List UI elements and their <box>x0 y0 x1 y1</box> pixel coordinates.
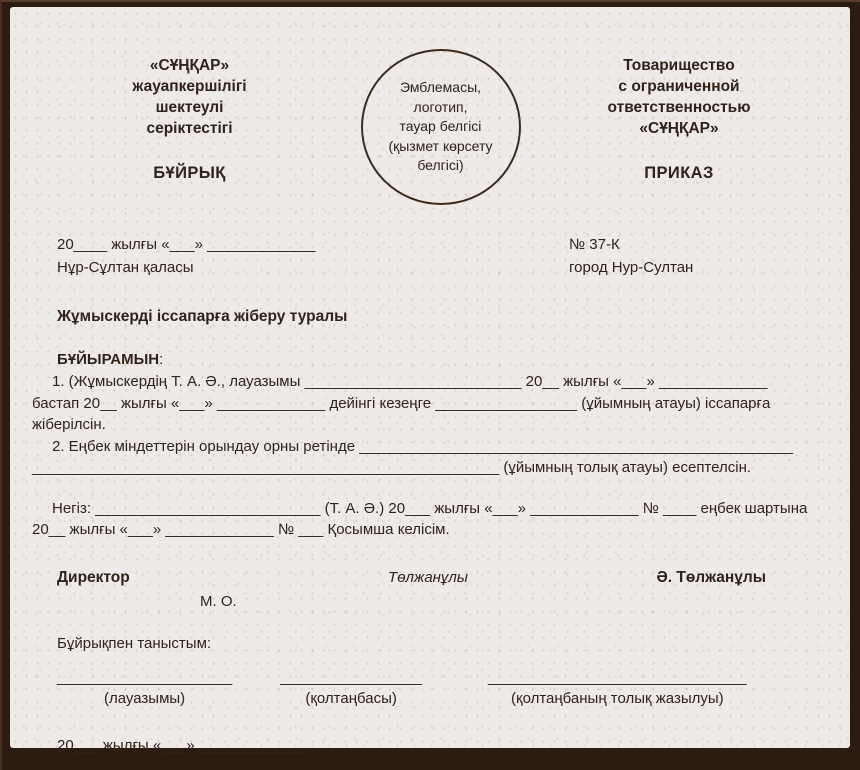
city-kazakh: Нұр-Сұлтан қаласы <box>57 259 194 276</box>
seal-mark: М. О. <box>200 592 237 610</box>
emblem-placeholder-text: Эмблемасы, логотип, тауар белгісі (қызмет көрсету белгісі) <box>388 79 493 174</box>
basis-line: 20__ жылғы «___» _____________ № ___ Қосымша келісім. <box>32 521 450 538</box>
acknowledgement-label: Бұйрықпен таныстым: <box>57 635 212 652</box>
signature-blank-line: _____________________ <box>57 668 233 686</box>
paragraph-1-line: бастап 20__ жылғы «___» _____________ дейінгі кезеңге _________________ (ұйымның атауы) іссапарға <box>32 394 771 412</box>
paragraph-2-line: ________________________________________________________ (ұйымның толық атауы) есептелсін. <box>32 459 752 476</box>
signer-surname-italic: Төлжанұлы <box>388 568 468 586</box>
order-number: № 37-К <box>569 236 620 253</box>
signer-title: Директор <box>57 568 130 586</box>
blank-caption: (лауазымы) <box>104 690 186 707</box>
company-name-ru-line: «СҰҢҚАР» <box>639 120 719 137</box>
doc-type-ru: ПРИКАЗ <box>644 164 714 182</box>
paragraph-1-line: 1. (Жұмыскердің Т. А. Ә., лауазымы __________________________ 20__ жылғы «___» _____________ <box>52 373 768 390</box>
ack-column-position <box>57 667 232 711</box>
order-document-page <box>10 7 850 754</box>
paragraph-2-line: 2. Еңбек міндеттерін орындау орны ретінде ____________________________________________________ <box>52 437 794 455</box>
date-blank-line: 20____ жылғы «___» _____________ <box>57 236 316 253</box>
meta-right <box>569 233 824 279</box>
basis-section <box>32 498 824 541</box>
ack-column-signature <box>280 667 422 711</box>
meta-left <box>57 233 316 279</box>
company-name-ru-line: Товарищество <box>623 57 735 74</box>
acknowledgement-date-blank: 20___ жылғы «___» _____________ <box>57 737 308 754</box>
meta-row <box>57 233 824 279</box>
signature-row <box>32 567 824 589</box>
ack-column-fullname <box>488 667 747 711</box>
signature-blank-line: _________________ <box>280 668 423 686</box>
company-name-kk-line: шектеулі <box>155 99 224 116</box>
order-subject: Жұмыскерді іссапарға жіберу туралы <box>57 308 348 325</box>
company-block-kazakh <box>32 49 347 184</box>
blank-caption: (қолтаңбасы) <box>305 690 397 707</box>
paragraph-1-line: жіберілсін. <box>32 416 106 433</box>
document-header <box>32 49 824 205</box>
order-body <box>32 371 824 479</box>
resolution-word: БҰЙЫРАМЫН: <box>57 350 164 368</box>
doc-type-kk: БҰЙРЫҚ <box>153 164 226 182</box>
emblem-placeholder-circle <box>361 49 521 205</box>
acknowledgement-columns <box>57 667 824 711</box>
company-name-kk-line: серіктестігі <box>146 120 233 137</box>
city-russian: город Нур-Султан <box>569 259 694 276</box>
company-block-russian <box>534 49 824 184</box>
basis-line: Негіз: ___________________________ (Т. А. Ә.) 20___ жылғы «___» _____________ № ____ еңбек шартына <box>52 499 808 517</box>
company-name-ru-line: ответственностью <box>607 99 751 116</box>
company-name-ru-line: с ограниченной <box>618 78 740 95</box>
signer-fullname: Ә. Төлжанұлы <box>656 568 766 586</box>
blank-caption: (қолтаңбаның толық жазылуы) <box>511 690 724 707</box>
company-name-kk-line: «СҰҢҚАР» <box>149 57 230 74</box>
company-name-kk-line: жауапкершілігі <box>132 78 247 95</box>
signature-blank-line: _______________________________ <box>488 668 747 686</box>
